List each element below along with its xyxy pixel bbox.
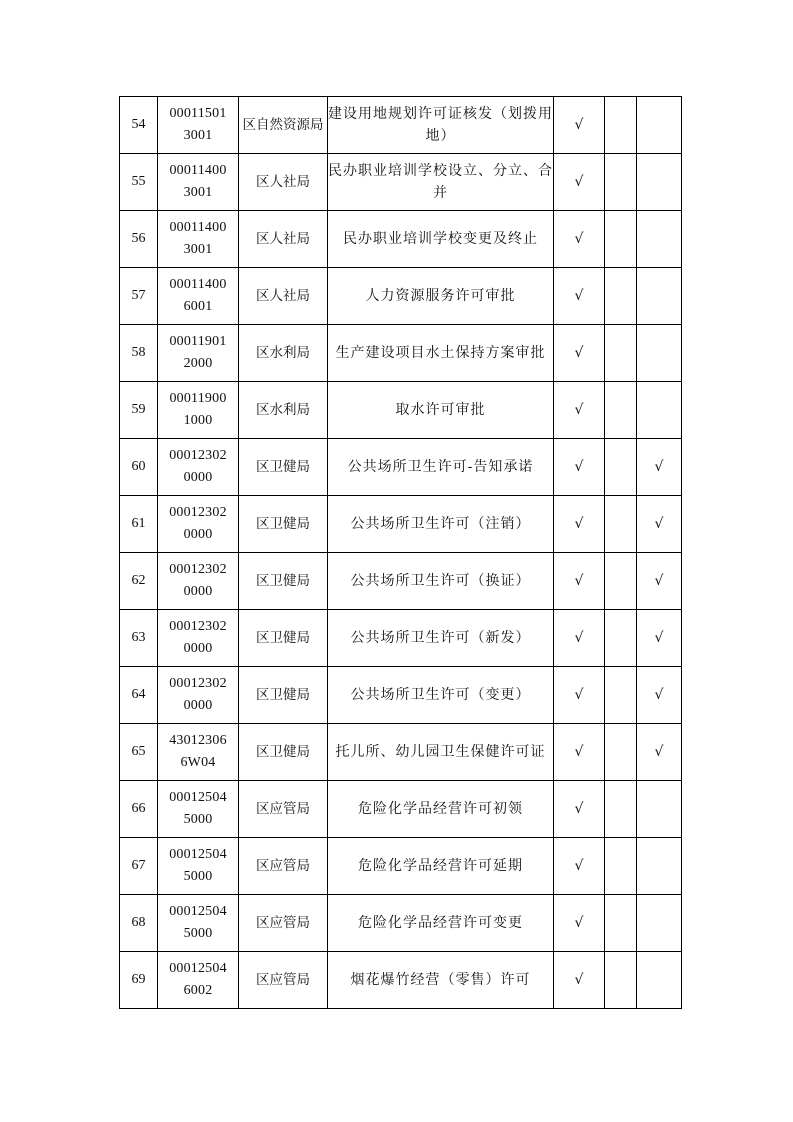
check-mark-column-2 [605,382,637,439]
table-body [120,97,682,1009]
row-number: 55 [120,154,158,211]
check-mark-column-3 [637,781,682,838]
check-mark-column-1 [554,895,605,952]
item-code [158,895,239,952]
check-mark-column-3 [637,610,682,667]
item-name: 公共场所卫生许可-告知承诺 [328,439,554,496]
approval-items-table [119,96,682,1009]
item-code [158,781,239,838]
department: 区水利局 [239,325,328,382]
check-mark-column-3 [637,211,682,268]
check-mark-column-2 [605,895,637,952]
item-name: 民办职业培训学校设立、分立、合并 [328,154,554,211]
check-mark-icon: √ [654,459,664,475]
row-number: 59 [120,382,158,439]
item-code [158,610,239,667]
item-name: 取水许可审批 [328,382,554,439]
item-code [158,325,239,382]
check-mark-column-2 [605,439,637,496]
item-code [158,496,239,553]
check-mark-icon: √ [574,972,584,988]
item-code-line-2: 2000 [183,356,213,371]
department: 区水利局 [239,382,328,439]
check-mark-column-1 [554,325,605,382]
table-row [120,325,682,382]
department: 区卫健局 [239,553,328,610]
department: 区卫健局 [239,667,328,724]
table-row [120,439,682,496]
check-mark-column-1 [554,268,605,325]
item-name: 建设用地规划许可证核发（划拨用地） [328,97,554,154]
item-code-line-2: 0000 [183,698,213,713]
table-row [120,781,682,838]
department: 区卫健局 [239,724,328,781]
check-mark-column-3 [637,496,682,553]
check-mark-icon: √ [574,174,584,190]
check-mark-icon: √ [654,687,664,703]
item-name: 生产建设项目水土保持方案审批 [328,325,554,382]
item-name: 危险化学品经营许可延期 [328,838,554,895]
check-mark-column-3 [637,952,682,1009]
row-number: 65 [120,724,158,781]
item-code-line-2: 0000 [183,584,213,599]
item-code-line-2: 5000 [183,926,213,941]
department: 区应管局 [239,895,328,952]
table-row [120,895,682,952]
item-code [158,211,239,268]
row-number: 56 [120,211,158,268]
check-mark-column-3 [637,439,682,496]
check-mark-column-1 [554,439,605,496]
check-mark-column-2 [605,325,637,382]
item-code-line-1: 00011400 [169,163,227,178]
row-number: 60 [120,439,158,496]
department: 区人社局 [239,154,328,211]
row-number: 64 [120,667,158,724]
table-row [120,496,682,553]
check-mark-icon: √ [574,858,584,874]
item-code-line-2: 6001 [183,299,213,314]
item-code-line-1: 00011901 [169,334,227,349]
item-code [158,838,239,895]
check-mark-icon: √ [654,516,664,532]
item-code-line-1: 00011400 [169,277,227,292]
check-mark-icon: √ [574,573,584,589]
item-code [158,667,239,724]
item-code-line-2: 3001 [183,128,213,143]
check-mark-column-3 [637,382,682,439]
check-mark-column-3 [637,268,682,325]
check-mark-column-1 [554,838,605,895]
item-code-line-2: 5000 [183,869,213,884]
table-row [120,724,682,781]
table-row [120,97,682,154]
check-mark-icon: √ [654,744,664,760]
item-code-line-1: 43012306 [169,733,227,748]
check-mark-column-2 [605,154,637,211]
item-code [158,952,239,1009]
check-mark-icon: √ [574,516,584,532]
check-mark-column-1 [554,97,605,154]
check-mark-column-1 [554,724,605,781]
item-code-line-1: 00012302 [169,676,227,691]
check-mark-column-2 [605,610,637,667]
row-number: 69 [120,952,158,1009]
check-mark-column-2 [605,268,637,325]
check-mark-column-2 [605,97,637,154]
check-mark-column-2 [605,211,637,268]
check-mark-icon: √ [654,630,664,646]
item-name: 烟花爆竹经营（零售）许可 [328,952,554,1009]
department: 区自然资源局 [239,97,328,154]
row-number: 57 [120,268,158,325]
item-code-line-2: 6002 [183,983,213,998]
item-code [158,439,239,496]
item-code-line-2: 3001 [183,242,213,257]
check-mark-column-3 [637,667,682,724]
check-mark-icon: √ [574,687,584,703]
check-mark-column-3 [637,895,682,952]
item-code-line-1: 00012302 [169,505,227,520]
check-mark-column-3 [637,553,682,610]
row-number: 58 [120,325,158,382]
item-code-line-2: 3001 [183,185,213,200]
table-row [120,838,682,895]
item-code-line-1: 00011400 [169,220,227,235]
table-row [120,211,682,268]
item-code-line-1: 00012302 [169,619,227,634]
check-mark-icon: √ [574,402,584,418]
item-code-line-1: 00012504 [169,790,227,805]
department: 区卫健局 [239,496,328,553]
item-code-line-1: 00012302 [169,562,227,577]
item-code [158,97,239,154]
check-mark-icon: √ [574,744,584,760]
check-mark-column-2 [605,952,637,1009]
item-name: 托儿所、幼儿园卫生保健许可证 [328,724,554,781]
department: 区应管局 [239,838,328,895]
item-code-line-1: 00012504 [169,847,227,862]
table-row [120,610,682,667]
department: 区人社局 [239,211,328,268]
item-code [158,382,239,439]
item-code-line-1: 00012504 [169,904,227,919]
item-code [158,154,239,211]
department: 区应管局 [239,952,328,1009]
check-mark-column-1 [554,553,605,610]
item-code-line-1: 00012504 [169,961,227,976]
check-mark-column-3 [637,325,682,382]
item-code-line-2: 0000 [183,641,213,656]
table-row [120,154,682,211]
item-code-line-2: 0000 [183,527,213,542]
item-code [158,724,239,781]
item-code [158,553,239,610]
check-mark-column-1 [554,952,605,1009]
check-mark-column-2 [605,781,637,838]
row-number: 68 [120,895,158,952]
check-mark-column-3 [637,724,682,781]
check-mark-column-1 [554,781,605,838]
table-row [120,382,682,439]
table-row [120,553,682,610]
row-number: 54 [120,97,158,154]
check-mark-icon: √ [574,801,584,817]
table-row [120,268,682,325]
department: 区卫健局 [239,610,328,667]
check-mark-column-3 [637,154,682,211]
check-mark-icon: √ [574,345,584,361]
check-mark-column-2 [605,667,637,724]
item-name: 民办职业培训学校变更及终止 [328,211,554,268]
check-mark-column-1 [554,667,605,724]
item-name: 公共场所卫生许可（变更） [328,667,554,724]
check-mark-column-1 [554,496,605,553]
check-mark-icon: √ [574,915,584,931]
check-mark-column-1 [554,211,605,268]
table-row [120,667,682,724]
item-name: 公共场所卫生许可（新发） [328,610,554,667]
check-mark-icon: √ [574,288,584,304]
department: 区应管局 [239,781,328,838]
item-code-line-2: 1000 [183,413,213,428]
row-number: 67 [120,838,158,895]
check-mark-column-3 [637,97,682,154]
row-number: 62 [120,553,158,610]
check-mark-column-3 [637,838,682,895]
item-code-line-1: 00011900 [169,391,227,406]
check-mark-column-2 [605,838,637,895]
check-mark-icon: √ [574,117,584,133]
item-name: 危险化学品经营许可初领 [328,781,554,838]
item-code-line-2: 0000 [183,470,213,485]
item-code-line-2: 6W04 [180,755,216,770]
check-mark-column-2 [605,496,637,553]
check-mark-icon: √ [574,630,584,646]
table-row [120,952,682,1009]
check-mark-column-2 [605,553,637,610]
item-name: 人力资源服务许可审批 [328,268,554,325]
department: 区卫健局 [239,439,328,496]
check-mark-icon: √ [654,573,664,589]
check-mark-icon: √ [574,231,584,247]
row-number: 61 [120,496,158,553]
check-mark-column-1 [554,610,605,667]
item-code-line-1: 00011501 [169,106,227,121]
item-code [158,268,239,325]
row-number: 66 [120,781,158,838]
department: 区人社局 [239,268,328,325]
item-name: 危险化学品经营许可变更 [328,895,554,952]
check-mark-column-2 [605,724,637,781]
check-mark-column-1 [554,382,605,439]
item-name: 公共场所卫生许可（换证） [328,553,554,610]
check-mark-icon: √ [574,459,584,475]
item-name: 公共场所卫生许可（注销） [328,496,554,553]
item-code-line-2: 5000 [183,812,213,827]
item-code-line-1: 00012302 [169,448,227,463]
row-number: 63 [120,610,158,667]
check-mark-column-1 [554,154,605,211]
